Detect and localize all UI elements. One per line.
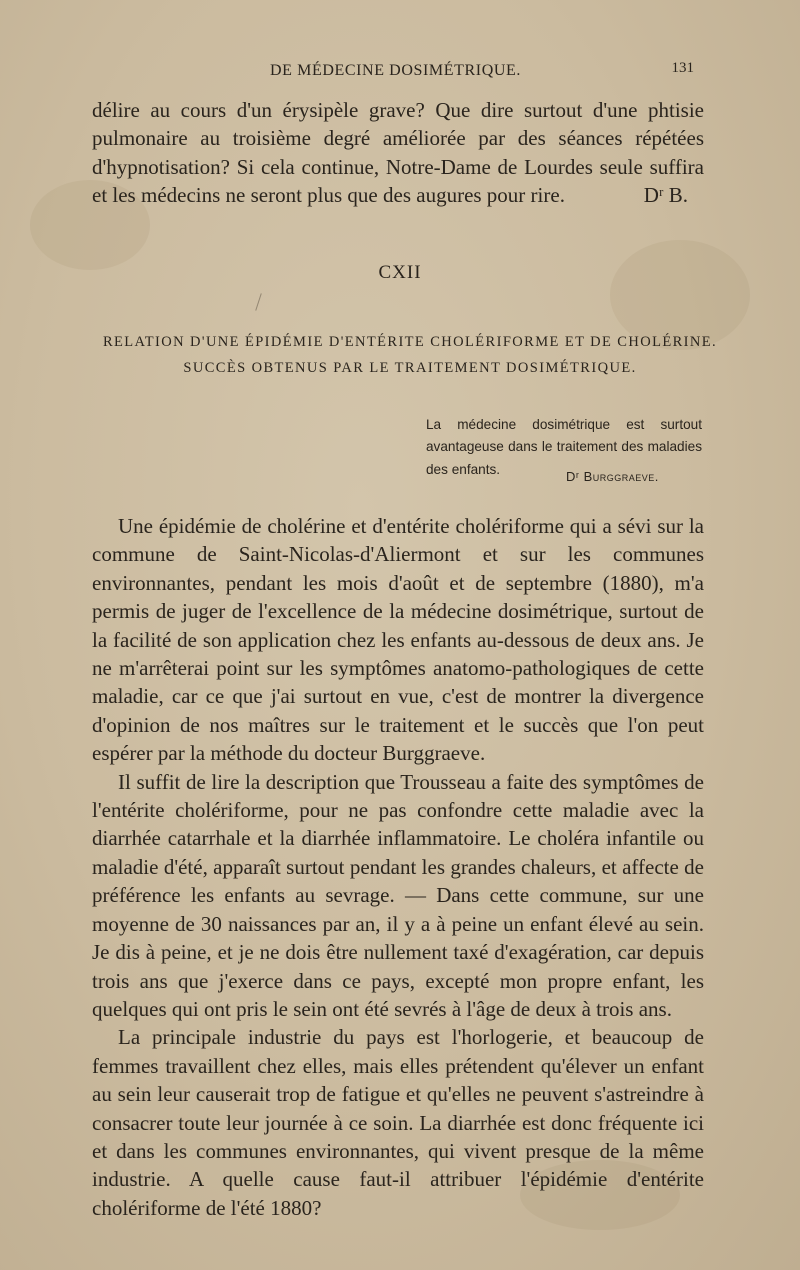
section-number: CXII [378,262,422,283]
intro-signature: Dʳ B. [643,183,688,208]
pen-mark [255,293,262,310]
epigraph-attribution: Dʳ Burggraeve. [566,469,659,484]
section-heading-line-1: RELATION D'UNE ÉPIDÉMIE D'ENTÉRITE CHOLÉRIFORME ET DE CHOLÉRINE. [102,334,718,350]
page-number: 131 [671,60,694,76]
section-heading-line-2: SUCCÈS OBTENUS PAR LE TRAITEMENT DOSIMÉTRIQUE. [183,360,637,376]
main-text [92,512,704,1222]
intro-text: délire au cours d'un érysipèle grave? Que dire surtout d'une phtisie pulmonaire au troisième degré améliorée par des séances répétées d'hypnotisation? Si cela continue, Notre-Dame de Lourdes seule suffira et les médecins ne seront plus que des augures pour rire. [92,98,704,208]
intro-paragraph [92,96,704,210]
running-title: DE MÉDECINE DOSIMÉTRIQUE. [270,62,521,79]
paragraph: Il suffit de lire la description que Trousseau a faite des symptômes de l'entérite cholériforme, pour ne pas confondre cette maladie avec la diarrhée catarrhale et la diarrhée inflammatoire. Le choléra infantile ou maladie d'été, apparaît surtout pendant les grandes chaleurs, et affecte de préférence les enfants au sevrage. — Dans cette commune, sur une moyenne de 30 naissances par an, il y a à peine un enfant élevé au sein. Je dis à peine, et je ne dois être nullement taxé d'exagération, car depuis trois ans que j'exerce dans ce pays, excepté mon propre enfant, les quelques qui ont pris le sein ont été sevrés à l'âge de deux à trois ans. [92,769,704,1021]
epigraph-text: La médecine dosimétrique est surtout avantageuse dans le traitement des maladies des enfants. [426,417,702,477]
paragraph: Une épidémie de cholérine et d'entérite cholériforme qui a sévi sur la commune de Saint-Nicolas-d'Aliermont et sur les communes environnantes, pendant les mois d'août et de septembre (1880), m'a permis de juger de l'excellence de la médecine dosimétrique, surtout de la facilité de son application chez les enfants au-dessous de deux ans. Je ne m'arrêterai point sur les symptômes anatomo-pathologiques de cette maladie, car ce que j'ai surtout en vue, c'est de montrer la divergence d'opinion de nos maîtres sur le traitement et le succès que l'on peut espérer par la méthode du docteur Burggraeve. [92,514,704,766]
paragraph: La principale industrie du pays est l'horlogerie, et beaucoup de femmes travaillent chez elles, mais elles prétendent qu'élever un enfant au sein leur causerait trop de fatigue et qu'elles ne peuvent s'astreindre à consacrer toute leur journée à ce soin. La diarrhée est donc fréquente ici et dans les communes environnantes, qui vivent presque de la même industrie. A quelle cause faut-il attribuer l'épidémie d'entérite cholériforme de l'été 1880? [92,1025,704,1220]
running-head [120,62,700,86]
